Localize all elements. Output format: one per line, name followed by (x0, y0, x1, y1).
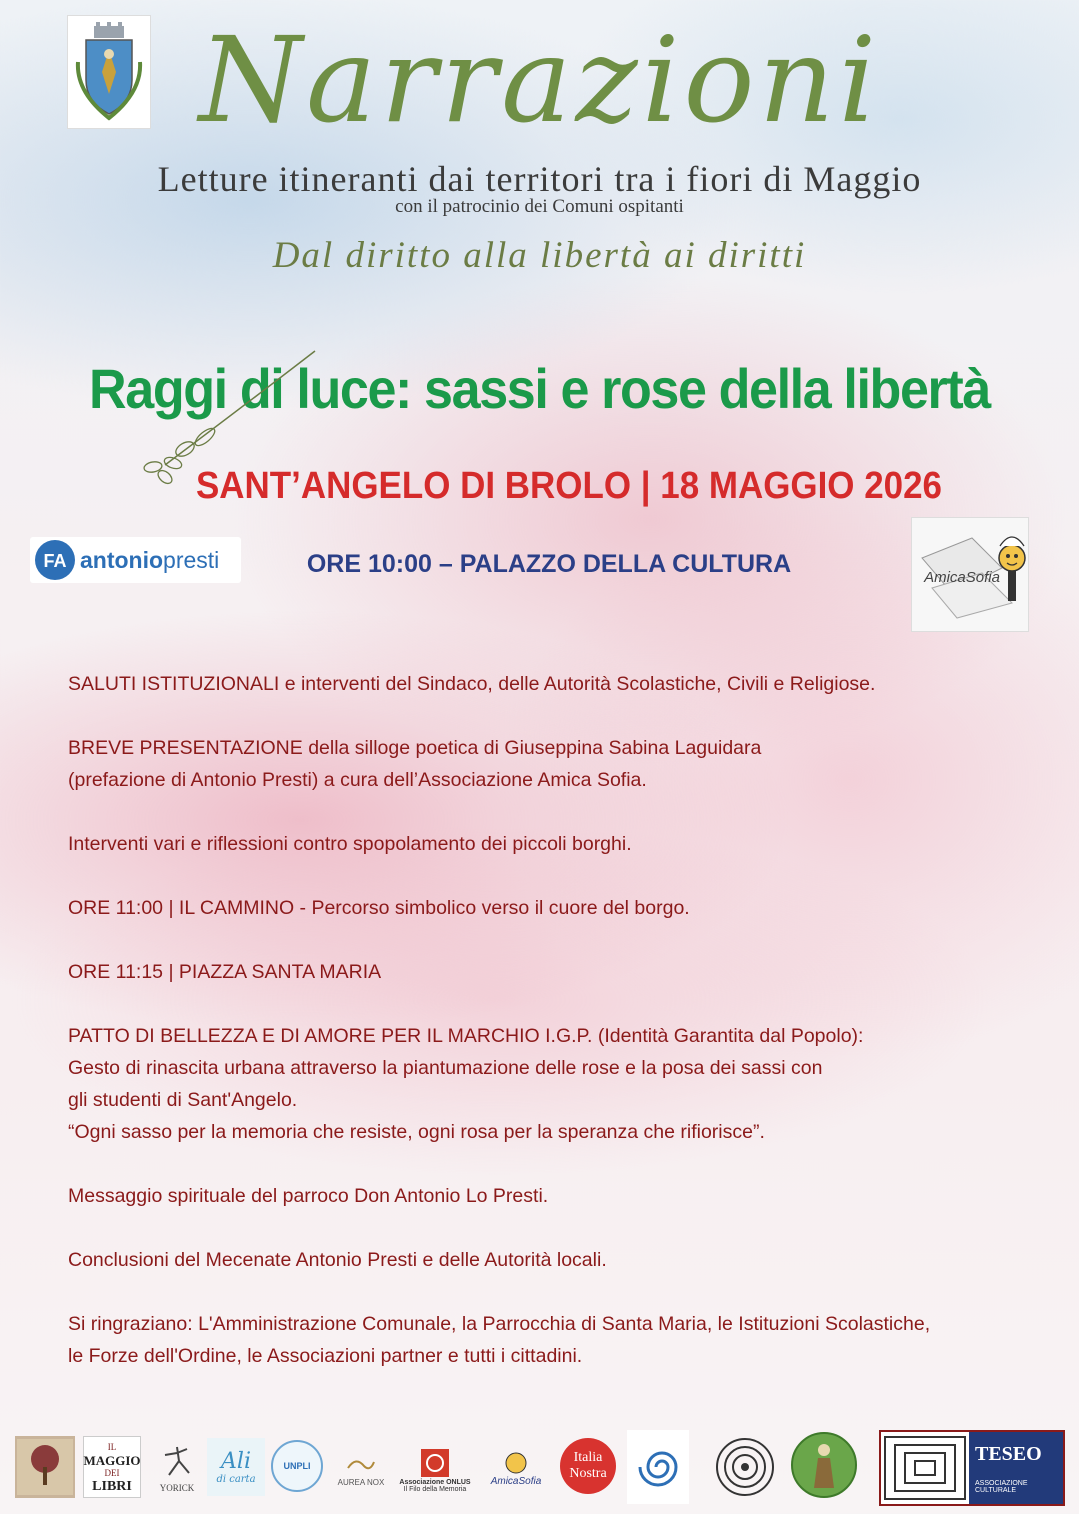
program-paragraph (68, 1020, 1028, 1148)
partner-logo-new-agora (709, 1430, 781, 1504)
partner-logo-ali (207, 1438, 265, 1496)
yorick-text: YORICK (159, 1483, 195, 1493)
filo-text-b: Il Filo della Memoria (403, 1486, 467, 1493)
program-line: gli studenti di Sant'Angelo. (68, 1089, 298, 1111)
program-line: ORE 11:00 | IL CAMMINO - Percorso simbolico verso il cuore del borgo. (68, 897, 690, 919)
saint-figure-icon (804, 1440, 844, 1490)
partner-logos-bar (15, 1428, 1065, 1508)
partner-logo-aurea-nox (331, 1446, 391, 1494)
partner-logo-unpli (271, 1440, 323, 1492)
program-paragraph (68, 732, 1028, 796)
program-line: Interventi vari e riflessioni contro spopolamento dei piccoli borghi. (68, 833, 632, 855)
time-place: ORE 10:00 – PALAZZO DELLA CULTURA (306, 550, 792, 578)
amicasofia-logo-text: AmicaSofia (924, 569, 1000, 586)
program-line: (prefazione di Antonio Presti) a cura dell’Associazione Amica Sofia. (68, 769, 647, 791)
program-line: Si ringraziano: L'Amministrazione Comunale, la Parrocchia di Santa Maria, le Istituzioni Scolastiche, (68, 1313, 931, 1335)
partner-logo-1 (15, 1436, 75, 1498)
program-line: Conclusioni del Mecenate Antonio Presti e delle Autorità locali. (68, 1249, 607, 1271)
motto: Dal diritto alla libertà ai diritti (272, 235, 807, 276)
amicasofia-icon (912, 518, 1030, 633)
antonio-logo-text-a: antonio (80, 546, 164, 573)
program-line: BREVE PRESENTAZIONE della silloge poetica di Giuseppina Sabina Laguidara (68, 737, 762, 759)
program-paragraph (68, 892, 1028, 924)
partner-logo-italia-nostra (560, 1438, 616, 1494)
program-paragraph (68, 1180, 1028, 1212)
maggio-text-c: DEI (104, 1468, 120, 1478)
labyrinth-icon (712, 1434, 778, 1500)
patronage-line: con il patrocinio dei Comuni ospitanti (395, 196, 684, 217)
amicasofia-small-icon (503, 1450, 529, 1476)
maggio-text-a: IL (107, 1442, 117, 1452)
partner-logo-amicasofia (485, 1440, 547, 1496)
teseo-text-c: CULTURALE (975, 1486, 1017, 1494)
program-line: ORE 11:15 | PIAZZA SANTA MARIA (68, 961, 382, 983)
program-line: le Forze dell'Ordine, le Associazioni partner e tutti i cittadini. (68, 1345, 583, 1367)
dancer-icon (157, 1443, 197, 1483)
red-seal-icon (417, 1447, 453, 1479)
spiral-icon (633, 1442, 683, 1492)
partner-logo-teseo (879, 1430, 1065, 1506)
unpli-text: UNPLI (283, 1461, 311, 1471)
teseo-panel (969, 1432, 1063, 1504)
program-line: “Ogni sasso per la memoria che resiste, ogni rosa per la speranza che rifiorisce”. (68, 1121, 765, 1143)
teseo-text-b: ASSOCIAZIONE (975, 1479, 1028, 1487)
amicasofia-small-text: AmicaSofia (490, 1475, 542, 1487)
partner-logo-maggio-libri (83, 1436, 141, 1498)
maze-icon (881, 1433, 969, 1503)
italia-text-b: Nostra (569, 1466, 607, 1481)
partner-logo-yorick (153, 1438, 201, 1498)
italia-text-a: Italia (573, 1450, 603, 1465)
filo-text-a: Associazione ONLUS (399, 1479, 471, 1486)
maggio-text-d: LIBRI (92, 1479, 132, 1494)
program-line: PATTO DI BELLEZZA E DI AMORE PER IL MARCHIO I.G.P. (Identità Garantita dal Popolo): (68, 1025, 864, 1047)
program-paragraph (68, 668, 1028, 700)
subtitle: Letture itineranti dai territori tra i fiori di Maggio (157, 159, 922, 199)
wave-icon (346, 1454, 376, 1478)
event-title: Raggi di luce: sassi e rose della libertà (89, 357, 990, 420)
ali-text-a: Ali (221, 1449, 251, 1474)
svg-text:FA: FA (43, 551, 67, 571)
program-line: Messaggio spirituale del parroco Don Antonio Lo Presti. (68, 1185, 549, 1207)
ali-text-b: di carta (216, 1474, 256, 1485)
partner-logo-filo-memoria (393, 1440, 477, 1500)
antonio-logo-text-b: presti (163, 546, 220, 573)
teseo-text-a: TESEO (975, 1442, 1042, 1465)
tree-icon (17, 1439, 73, 1495)
partner-logo-quasimodo (627, 1430, 689, 1504)
program-text (68, 668, 1028, 1404)
program-line: SALUTI ISTITUZIONALI e interventi del Sindaco, delle Autorità Scolastiche, Civili e Religiose. (68, 673, 876, 695)
amicasofia-logo (911, 517, 1029, 632)
script-title: Narrazioni (198, 11, 881, 149)
program-line: Gesto di rinascita urbana attraverso la piantumazione delle rose e la posa dei sassi con (68, 1057, 823, 1079)
aurea-text: AUREA NOX (337, 1477, 385, 1487)
maggio-text-b: MAGGIO (83, 1453, 141, 1468)
program-paragraph (68, 956, 1028, 988)
program-paragraph (68, 828, 1028, 860)
partner-logo-saint (791, 1432, 857, 1498)
program-paragraph (68, 1244, 1028, 1276)
place-date: SANT’ANGELO DI BROLO | 18 MAGGIO 2026 (195, 465, 943, 507)
program-paragraph (68, 1308, 1028, 1372)
flower-sketch-icon (125, 345, 325, 485)
